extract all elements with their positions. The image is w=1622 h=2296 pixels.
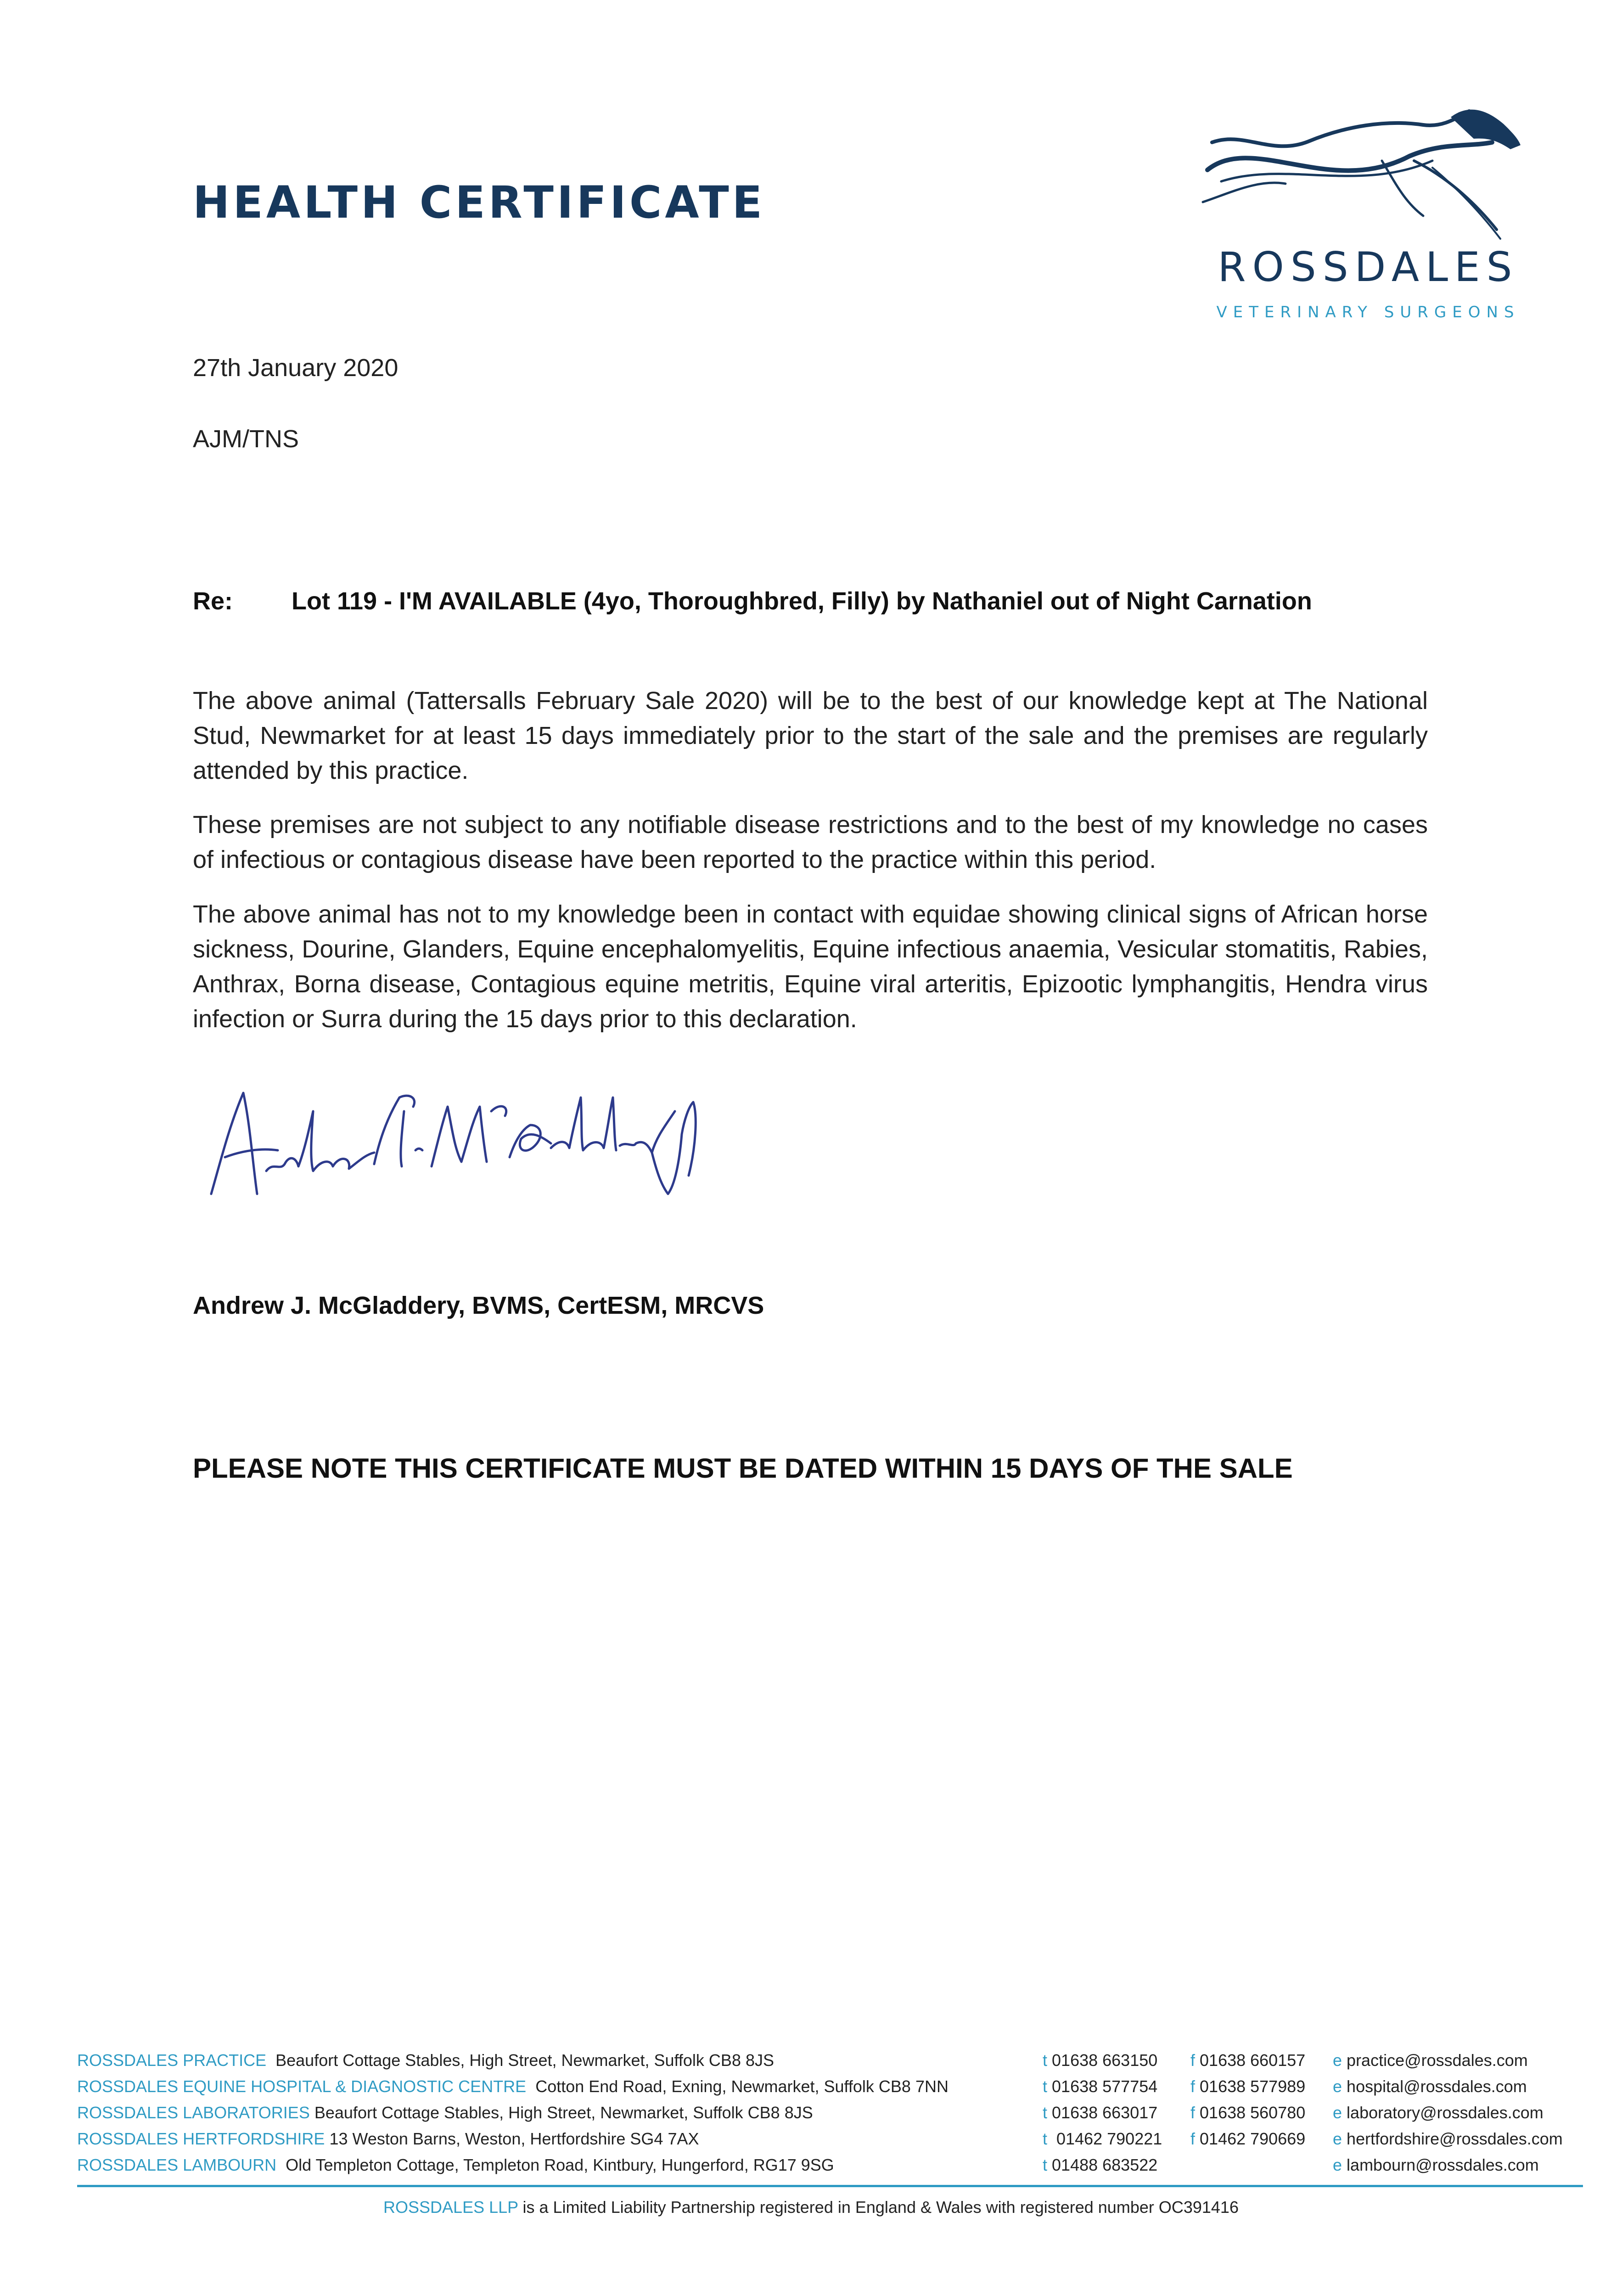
office-row: [77, 2126, 1588, 2152]
logo-tagline: VETERINARY SURGEONS: [1216, 303, 1520, 321]
office-name: ROSSDALES HERTFORDSHIRE: [77, 2129, 325, 2148]
office-row: [77, 2047, 1588, 2073]
dating-notice: PLEASE NOTE THIS CERTIFICATE MUST BE DATED WITHIN 15 DAYS OF THE SALE: [193, 1453, 1293, 1484]
body-paragraph: These premises are not subject to any notifiable disease restrictions and to the best of my knowledge no cases of infectious or contagious disease have been reported to the practice within this period.: [193, 811, 1428, 873]
office-name: ROSSDALES LAMBOURN: [77, 2155, 277, 2174]
tel-prefix: t: [1043, 2155, 1048, 2174]
office-tel: 01638 663017: [1052, 2103, 1158, 2122]
llp-text: is a Limited Liability Partnership registered in England & Wales with registered number OC391416: [522, 2198, 1239, 2217]
office-email[interactable]: hospital@rossdales.com: [1347, 2077, 1527, 2096]
llp-registration: [0, 2198, 1622, 2217]
office-address: Beaufort Cottage Stables, High Street, Newmarket, Suffolk CB8 8JS: [314, 2103, 813, 2122]
office-row: [77, 2073, 1588, 2099]
office-contact-table: [77, 2047, 1588, 2178]
tel-prefix: t: [1043, 2050, 1048, 2070]
tel-prefix: t: [1043, 2129, 1048, 2148]
office-tel: 01638 663150: [1052, 2050, 1158, 2070]
office-email[interactable]: lambourn@rossdales.com: [1347, 2155, 1539, 2174]
email-prefix: e: [1333, 2103, 1342, 2122]
signature-drawing: [193, 1056, 716, 1221]
subject-line: [193, 587, 1312, 615]
email-prefix: e: [1333, 2077, 1342, 2096]
fax-prefix: f: [1190, 2077, 1195, 2096]
fax-prefix: f: [1190, 2129, 1195, 2148]
signatory-name: Andrew J. McGladdery, BVMS, CertESM, MRCVS: [193, 1292, 764, 1319]
document-reference: AJM/TNS: [193, 425, 299, 453]
office-name: ROSSDALES PRACTICE: [77, 2050, 267, 2070]
office-email[interactable]: hertfordshire@rossdales.com: [1347, 2129, 1563, 2148]
office-tel: 01488 683522: [1052, 2155, 1158, 2174]
email-prefix: e: [1333, 2050, 1342, 2070]
office-address: Cotton End Road, Exning, Newmarket, Suffolk CB8 7NN: [535, 2077, 949, 2096]
office-tel: 01462 790221: [1056, 2129, 1162, 2148]
body-paragraph: The above animal has not to my knowledge been in contact with equidae showing clinical signs of African horse sickness, Dourine, Glanders, Equine encephalomyelitis, Equine infectious anaemia, Vesicular stomatitis, Rabies, Anthrax, Borna disease, Contagious equine metritis, Equine viral arteritis, Epizootic lymphangitis, Hendra virus infection or Surra during the 15 days prior to this declaration.: [193, 900, 1428, 1033]
subject-text: Lot 119 - I'M AVAILABLE (4yo, Thoroughbred, Filly) by Nathaniel out of Night Carnation: [292, 587, 1312, 615]
footer-divider: [77, 2185, 1583, 2187]
office-email[interactable]: laboratory@rossdales.com: [1347, 2103, 1543, 2122]
office-name: ROSSDALES EQUINE HOSPITAL & DIAGNOSTIC CENTRE: [77, 2077, 527, 2096]
office-fax: 01638 577989: [1200, 2077, 1306, 2096]
office-address: Old Templeton Cottage, Templeton Road, Kintbury, Hungerford, RG17 9SG: [286, 2155, 834, 2174]
office-address: Beaufort Cottage Stables, High Street, Newmarket, Suffolk CB8 8JS: [275, 2050, 774, 2070]
fax-prefix: f: [1190, 2050, 1195, 2070]
office-row: [77, 2152, 1588, 2178]
subject-label: Re:: [193, 587, 233, 615]
horse-logo-icon: [1194, 106, 1524, 257]
office-fax: 01638 660157: [1200, 2050, 1306, 2070]
fax-prefix: f: [1190, 2103, 1195, 2122]
office-tel: 01638 577754: [1052, 2077, 1158, 2096]
office-fax: 01462 790669: [1200, 2129, 1306, 2148]
logo-name: ROSSDALES: [1218, 243, 1519, 291]
signature: [193, 1056, 716, 1221]
office-name: ROSSDALES LABORATORIES: [77, 2103, 310, 2122]
tel-prefix: t: [1043, 2077, 1048, 2096]
office-email[interactable]: practice@rossdales.com: [1347, 2050, 1528, 2070]
page-title: HEALTH CERTIFICATE: [193, 177, 766, 228]
office-address: 13 Weston Barns, Weston, Hertfordshire SG4 7AX: [329, 2129, 699, 2148]
rossdales-logo: [1194, 106, 1524, 335]
email-prefix: e: [1333, 2155, 1342, 2174]
office-row: [77, 2099, 1588, 2126]
llp-name: ROSSDALES LLP: [383, 2198, 518, 2217]
document-date: 27th January 2020: [193, 354, 398, 382]
office-fax: 01638 560780: [1200, 2103, 1306, 2122]
body-paragraph: The above animal (Tattersalls February Sale 2020) will be to the best of our knowledge kept at The National Stud, Newmarket for at least 15 days immediately prior to the start of the sale and the premises are regularly attended by this practice.: [193, 687, 1428, 784]
tel-prefix: t: [1043, 2103, 1048, 2122]
email-prefix: e: [1333, 2129, 1342, 2148]
